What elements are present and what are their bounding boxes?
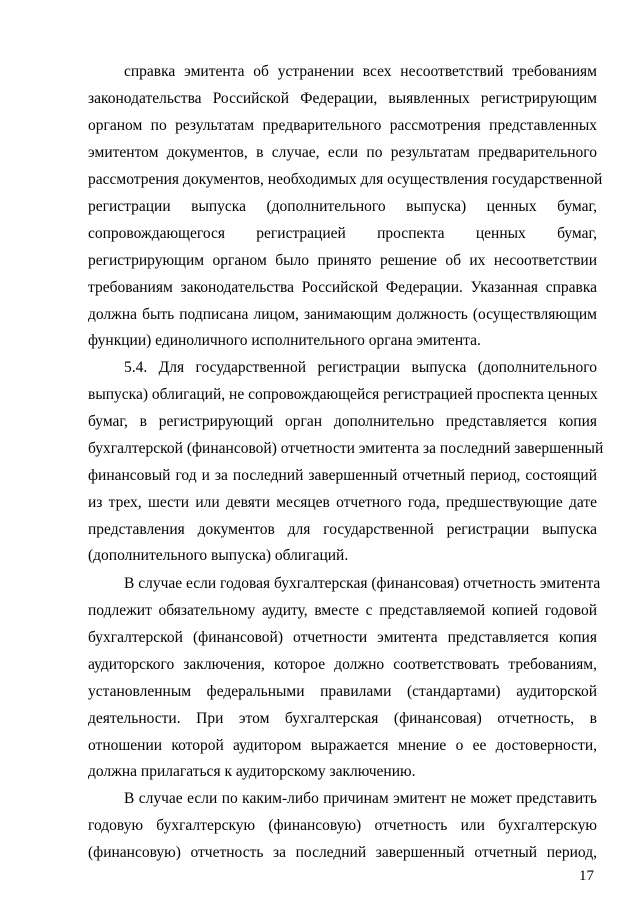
text-line: выпуска) облигаций, не сопровождающейся регистрацией проспекта ценных: [88, 386, 598, 403]
text-line: установленным федеральными правилами (стандартами) аудиторской: [88, 683, 597, 700]
text-line: из трех, шести или девяти месяцев отчетного года, предшествующие дате: [88, 494, 597, 511]
text-line: (финансовую) отчетность за последний завершенный отчетный период,: [88, 844, 597, 861]
text-line: отношении которой аудитором выражается мнение о ее достоверности,: [88, 737, 597, 754]
text-line: требованиям законодательства Российской Федерации. Указанная справка: [88, 279, 597, 296]
text-line: финансовый год и за последний завершенный отчетный период, состоящий: [88, 467, 597, 484]
text-line: законодательства Российской Федерации, выявленных регистрирующим: [88, 90, 597, 107]
text-line: 5.4. Для государственной регистрации выпуска (дополнительного: [124, 359, 597, 376]
text-line: бухгалтерской (финансовой) отчетности эмитента представляется копия: [88, 629, 597, 646]
text-line: В случае если годовая бухгалтерская (финансовая) отчетность эмитента: [124, 575, 601, 592]
text-line: бухгалтерской (финансовой) отчетности эмитента за последний завершенный: [88, 440, 604, 457]
text-line: подлежит обязательному аудиту, вместе с представляемой копией годовой: [88, 602, 597, 619]
text-line: регистрирующим органом было принято решение об их несоответствии: [88, 252, 597, 269]
text-line: функции) единоличного исполнительного органа эмитента.: [88, 332, 481, 349]
text-line: эмитентом документов, в случае, если по результатам предварительного: [88, 144, 597, 161]
text-line: должна прилагаться к аудиторскому заключению.: [88, 763, 416, 780]
text-line: должна быть подписана лицом, занимающим должность (осуществляющим: [88, 306, 597, 323]
text-line: бумаг, в регистрирующий орган дополнительно представляется копия: [88, 413, 597, 430]
text-line: рассмотрения документов, необходимых для осуществления государственной: [88, 171, 603, 188]
text-line: аудиторского заключения, которое должно соответствовать требованиям,: [88, 656, 597, 673]
text-line: регистрации выпуска (дополнительного выпуска) ценных бумаг,: [88, 198, 597, 215]
text-line: представления документов для государственной регистрации выпуска: [88, 521, 597, 538]
text-line: сопровождающегося регистрацией проспекта ценных бумаг,: [88, 225, 597, 242]
text-line: (дополнительного выпуска) облигаций.: [88, 547, 349, 564]
text-line: органом по результатам предварительного рассмотрения представленных: [88, 117, 597, 134]
text-line: деятельности. При этом бухгалтерская (финансовая) отчетность, в: [88, 710, 597, 727]
text-line: В случае если по каким-либо причинам эмитент не может представить: [124, 790, 597, 807]
text-line: справка эмитента об устранении всех несоответствий требованиям: [124, 63, 597, 80]
page-number: 17: [579, 868, 594, 884]
text-line: годовую бухгалтерскую (финансовую) отчетность или бухгалтерскую: [88, 817, 597, 834]
